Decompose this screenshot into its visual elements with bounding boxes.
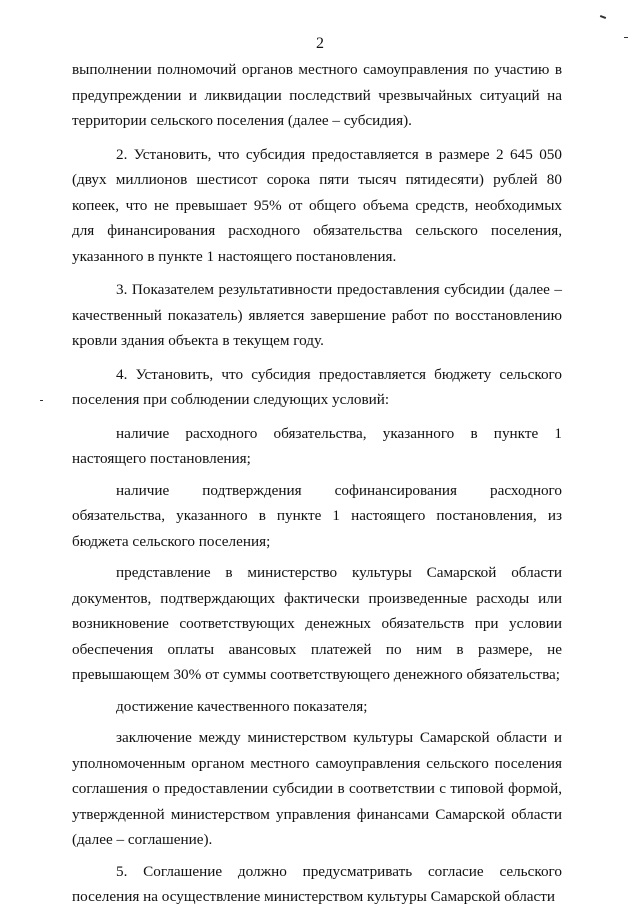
condition-indicator: достижение качественного показателя; bbox=[116, 697, 368, 715]
page-number: 2 bbox=[316, 35, 324, 52]
condition-cofinancing: наличие подтверждения софинансирования расходного обязательства, указанного в пункте 1 настоящего постановления, из бюджета сельского поселения; bbox=[72, 481, 562, 550]
condition-agreement: заключение между министерством культуры Самарской области и уполномоченным органом местного самоуправления сельского поселения соглашения о предоставлении субсидии в соответствии с типовой формой, утвержденной министерством управления финансами Самарской области (далее – соглашение). bbox=[72, 729, 562, 848]
paragraph-item-3: 3. Показателем результативности предоставления субсидии (далее – качественный показатель) является завершение работ по восстановлению кровли здания объекта в текущем году. bbox=[72, 281, 562, 349]
scan-mark-right bbox=[624, 37, 628, 38]
condition-obligation: наличие расходного обязательства, указанного в пункте 1 настоящего постановления; bbox=[72, 424, 562, 467]
condition-documents: представление в министерство культуры Самарской области документов, подтверждающих фактически произведенные расходы или возникновение соответствующих денежных обязательств при условии обеспечения оплаты авансовых платежей по ним в размере, не превышающем 30% от суммы соответствующего денежного обязательства; bbox=[72, 564, 562, 683]
paragraph-item-2: 2. Установить, что субсидия предоставляется в размере 2 645 050 (двух миллионов шестисот сорока пяти тысяч пятидесяти) рублей 80 копеек, что не превышает 95% от общего объема средств, необходимых для финансирования расходного обязательства сельского поселения, указанного в пункте 1 настоящего постановления. bbox=[72, 145, 562, 265]
document-body bbox=[72, 57, 562, 918]
scan-mark-left bbox=[40, 400, 43, 401]
paragraph-continuation: выполнении полномочий органов местного самоуправления по участию в предупреждении и ликвидации последствий чрезвычайных ситуаций на территории сельского поселения (далее – субсидия). bbox=[72, 61, 562, 129]
paragraph-item-5: 5. Соглашение должно предусматривать согласие сельского поселения на осуществление министерством культуры Самарской области bbox=[72, 862, 562, 905]
paragraph-item-4: 4. Установить, что субсидия предоставляется бюджету сельского поселения при соблюдении следующих условий: bbox=[72, 365, 562, 408]
scan-mark-top-right bbox=[600, 15, 606, 19]
